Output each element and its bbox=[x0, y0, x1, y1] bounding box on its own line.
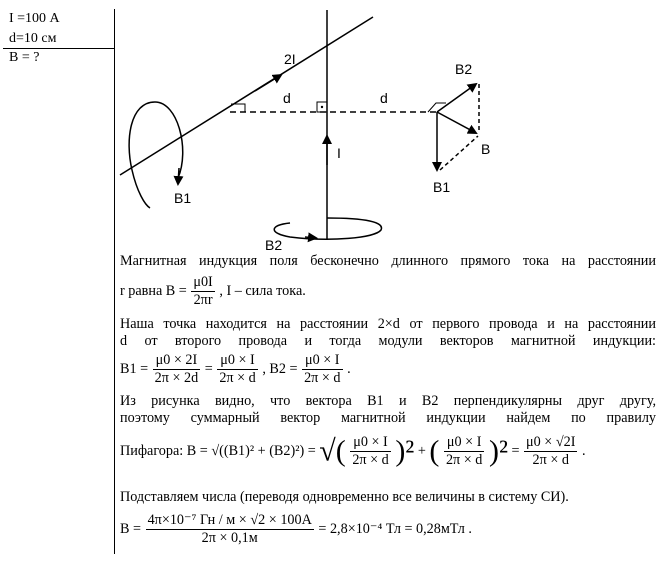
field-diagram bbox=[0, 0, 669, 260]
vector-b2 bbox=[437, 84, 476, 112]
eq2-open-root: √( bbox=[319, 434, 346, 468]
eq3-fraction bbox=[146, 512, 314, 547]
eq1-frac-2-num: μ0 × I bbox=[217, 352, 257, 370]
label-d-right: d bbox=[380, 90, 388, 106]
equation-2 bbox=[120, 434, 586, 469]
eq2-label: Пифагора: bbox=[120, 442, 184, 459]
field-loop-bottom-arrow bbox=[305, 237, 316, 238]
label-b1-left: B1 bbox=[174, 190, 192, 206]
eq2-frac-2-num: μ0 × I bbox=[444, 434, 484, 452]
eq1-end: . bbox=[347, 360, 351, 377]
wire-2i-arrow bbox=[255, 75, 281, 91]
eq2-frac-3-num: μ0 × √2I bbox=[526, 434, 576, 450]
equation-1 bbox=[120, 352, 351, 387]
label-d-left: d bbox=[283, 90, 291, 106]
parallelogram-dash-2 bbox=[440, 136, 478, 170]
paragraph-1-line-2 bbox=[120, 274, 306, 309]
eq2-frac-1-den: 2π × d bbox=[352, 452, 389, 468]
p1-frac-num: μ0I bbox=[193, 274, 213, 290]
eq2-plus: + bbox=[417, 442, 426, 459]
p1-text-a: r равна B = bbox=[120, 282, 187, 299]
paragraph-2-line-2: d от второго провода и тогда модули векторов магнитной индукции: bbox=[120, 333, 656, 349]
eq2-frac-2 bbox=[444, 434, 484, 469]
eq3-frac-den: 2π × 0,1м bbox=[201, 530, 258, 546]
eq3-lhs: B = bbox=[120, 520, 142, 537]
p1-text-b: , I – сила тока. bbox=[219, 282, 306, 299]
label-b1-right: B1 bbox=[433, 179, 451, 195]
wire-2i bbox=[120, 17, 373, 175]
eq2-open-2: ( bbox=[429, 434, 440, 468]
eq1-frac-2-den: 2π × d bbox=[219, 370, 256, 386]
eq2-equals: = bbox=[511, 442, 520, 459]
eq2-frac-3 bbox=[524, 434, 577, 469]
eq2-frac-1 bbox=[350, 434, 390, 469]
vector-b bbox=[437, 112, 476, 133]
eq1-b2: , B2 = bbox=[262, 360, 298, 377]
eq2-frac-3-den: 2π × d bbox=[532, 452, 569, 468]
given-current: I =100 А bbox=[9, 11, 60, 26]
eq3-frac-num: 4π×10⁻⁷ Гн / м × √2 × 100А bbox=[147, 512, 312, 528]
eq1-frac-3 bbox=[302, 352, 342, 387]
eq1-equals: = bbox=[204, 360, 213, 377]
p1-frac-den: 2πr bbox=[193, 292, 213, 308]
eq1-frac-1 bbox=[153, 352, 201, 387]
p1-fraction bbox=[191, 274, 214, 309]
paragraph-3-line-2: поэтому суммарный вектор магнитной индукции найдем по правилу bbox=[120, 410, 656, 426]
paragraph-2-line-1: Наша точка находится на расстоянии 2×d от первого провода и на расстоянии bbox=[120, 316, 656, 332]
eq3-result: = 2,8×10⁻⁴ Тл = 0,28мТл . bbox=[318, 520, 472, 537]
eq2-end: . bbox=[582, 442, 586, 459]
field-loop-left-arrow bbox=[178, 168, 179, 184]
eq1-frac-3-den: 2π × d bbox=[304, 370, 341, 386]
label-b2-right: B2 bbox=[455, 61, 473, 77]
eq2-close-2: )² bbox=[488, 434, 508, 468]
equation-3 bbox=[120, 512, 472, 547]
label-b-right: B bbox=[481, 141, 491, 157]
eq2-close-1: )² bbox=[395, 434, 415, 468]
field-loop-bottom bbox=[274, 218, 381, 239]
given-unknown: B = ? bbox=[9, 50, 40, 65]
right-angle-dot bbox=[321, 106, 323, 108]
label-2i: 2I bbox=[284, 51, 296, 67]
label-b2-bottom: B2 bbox=[265, 237, 283, 253]
eq2-root-expr: B = √((B1)² + (B2)²) = bbox=[186, 442, 316, 459]
eq1-frac-1-num: μ0 × 2I bbox=[153, 352, 201, 370]
eq1-frac-3-num: μ0 × I bbox=[302, 352, 342, 370]
paragraph-4-line-1: Подставляем числа (переводя одновременно все величины в систему СИ). bbox=[120, 489, 569, 505]
given-distance: d=10 см bbox=[9, 31, 57, 46]
label-i: I bbox=[337, 145, 341, 161]
eq1-frac-2 bbox=[217, 352, 257, 387]
paragraph-1-line-1: Магнитная индукция поля бесконечно длинного прямого тока на расстоянии bbox=[120, 253, 656, 269]
eq2-frac-1-num: μ0 × I bbox=[350, 434, 390, 452]
eq2-frac-2-den: 2π × d bbox=[445, 452, 483, 468]
paragraph-3-line-1: Из рисунка видно, что вектора B1 и B2 перпендикулярны друг другу, bbox=[120, 393, 656, 409]
eq1-frac-1-den: 2π × 2d bbox=[154, 370, 199, 386]
eq1-lhs: B1 = bbox=[120, 360, 149, 377]
